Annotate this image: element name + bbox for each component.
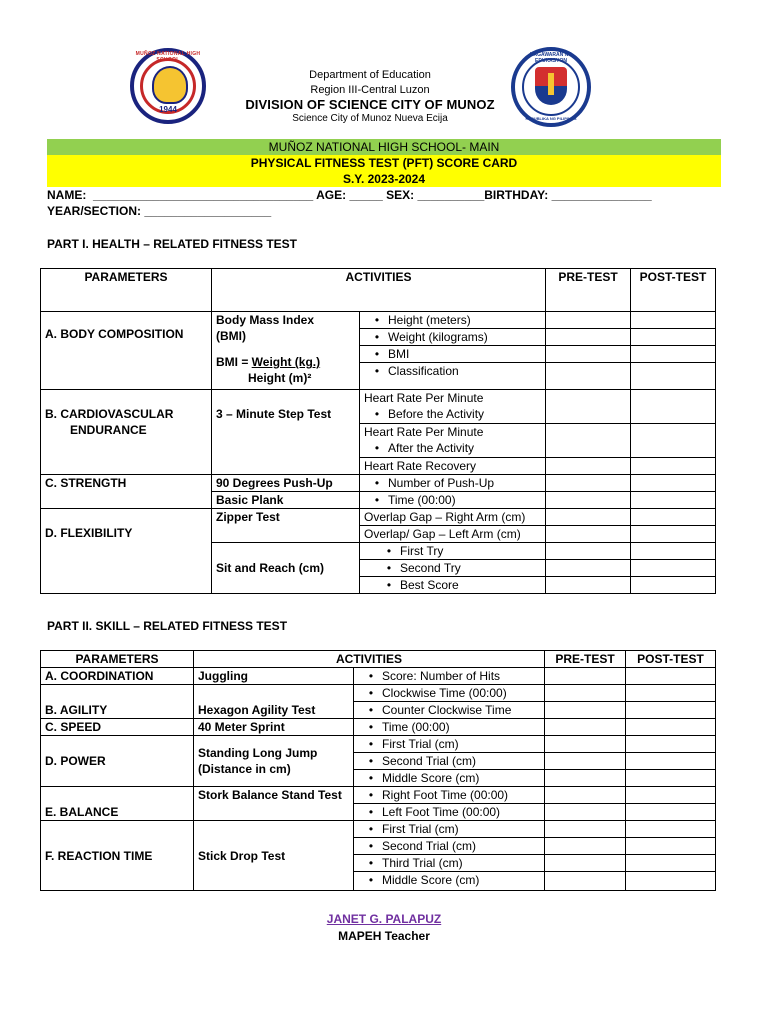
activity-plank: Basic Plank (212, 492, 360, 509)
list-item: Heart Rate Per Minute • After the Activity (360, 424, 546, 458)
pre-test-cell[interactable] (545, 787, 626, 804)
list-item: Heart Rate Recovery (360, 458, 546, 475)
header-post-test: POST-TEST (626, 651, 716, 668)
list-item: • Time (00:00) (360, 492, 546, 509)
health-fitness-table (40, 268, 716, 594)
list-item: • Number of Push-Up (360, 475, 546, 492)
list-item: • Score: Number of Hits (354, 668, 545, 685)
pre-test-cell[interactable] (545, 804, 626, 821)
pre-test-cell[interactable] (545, 838, 626, 855)
pre-test-cell[interactable] (545, 872, 626, 891)
post-test-cell[interactable] (626, 821, 716, 838)
post-test-cell[interactable] (631, 475, 716, 492)
post-test-cell[interactable] (626, 668, 716, 685)
pre-test-cell[interactable] (546, 390, 631, 424)
list-item: • First Trial (cm) (354, 821, 545, 838)
activity-juggling: Juggling (194, 668, 354, 685)
table-row (41, 475, 716, 492)
scorecard-title: PHYSICAL FITNESS TEST (PFT) SCORE CARD (250, 156, 518, 170)
list-item: • Middle Score (cm) (354, 872, 545, 891)
pre-test-cell[interactable] (546, 492, 631, 509)
pre-test-cell[interactable] (546, 526, 631, 543)
pre-test-cell[interactable] (545, 821, 626, 838)
post-test-cell[interactable] (631, 458, 716, 475)
activity-hexagon: Hexagon Agility Test (194, 685, 354, 719)
school-banner: MUÑOZ NATIONAL HIGH SCHOOL- MAIN (47, 139, 721, 155)
department-name: Department of Education (309, 69, 431, 81)
post-test-cell[interactable] (631, 346, 716, 363)
list-item: • Right Foot Time (00:00) (354, 787, 545, 804)
list-item: • Weight (kilograms) (360, 329, 546, 346)
division-address: Science City of Munoz Nueva Ecija (292, 113, 448, 124)
header-parameters: PARAMETERS (41, 651, 194, 668)
post-test-cell[interactable] (631, 560, 716, 577)
header-pre-test: PRE-TEST (546, 269, 631, 312)
list-item: Heart Rate Per Minute • Before the Activity (360, 390, 546, 424)
activity-stork-balance: Stork Balance Stand Test (194, 787, 354, 821)
pre-test-cell[interactable] (545, 702, 626, 719)
header-activities: ACTIVITIES (212, 269, 546, 312)
school-logo (130, 48, 206, 124)
table-row (41, 390, 716, 424)
teacher-name: JANET G. PALAPUZ (326, 912, 442, 926)
list-item: • Left Foot Time (00:00) (354, 804, 545, 821)
post-test-cell[interactable] (626, 702, 716, 719)
student-info-line1[interactable]: NAME: _________________________________ AGE: _____ SEX: __________BIRTHDAY: _______________ (47, 188, 652, 202)
post-test-cell[interactable] (626, 804, 716, 821)
activity-step-test: 3 – Minute Step Test (212, 390, 360, 475)
list-item: Overlap Gap – Right Arm (cm) (360, 509, 546, 526)
part1-title: PART I. HEALTH – RELATED FITNESS TEST (47, 237, 298, 251)
table-row (41, 685, 716, 702)
post-test-cell[interactable] (626, 736, 716, 753)
pre-test-cell[interactable] (545, 753, 626, 770)
pre-test-cell[interactable] (546, 346, 631, 363)
post-test-cell[interactable] (631, 329, 716, 346)
list-item: • First Trial (cm) (354, 736, 545, 753)
post-test-cell[interactable] (631, 577, 716, 594)
division-name: DIVISION OF SCIENCE CITY OF MUNOZ (245, 97, 495, 112)
table-header-row (41, 651, 716, 668)
post-test-cell[interactable] (626, 787, 716, 804)
pre-test-cell[interactable] (546, 577, 631, 594)
pre-test-cell[interactable] (546, 329, 631, 346)
list-item: • Second Trial (cm) (354, 753, 545, 770)
table-row (41, 787, 716, 804)
list-item: • Classification (360, 363, 546, 390)
activity-sit-and-reach: Sit and Reach (cm) (212, 543, 360, 594)
table-row (41, 312, 716, 329)
param-power: D. POWER (41, 736, 194, 787)
param-cardiovascular: B. CARDIOVASCULAR ENDURANCE (41, 390, 212, 475)
header-parameters: PARAMETERS (41, 269, 212, 312)
deped-seal-text: KAGAWARAN NG EDUKASYON (529, 52, 573, 64)
param-reaction-time: F. REACTION TIME (41, 821, 194, 891)
pre-test-cell[interactable] (546, 475, 631, 492)
post-test-cell[interactable] (626, 719, 716, 736)
post-test-cell[interactable] (626, 753, 716, 770)
activity-zipper-test: Zipper Test (212, 509, 360, 543)
pre-test-cell[interactable] (545, 770, 626, 787)
pre-test-cell[interactable] (546, 543, 631, 560)
list-item: • Middle Score (cm) (354, 770, 545, 787)
activity-push-up: 90 Degrees Push-Up (212, 475, 360, 492)
post-test-cell[interactable] (631, 424, 716, 458)
list-item: • Second Try (360, 560, 546, 577)
deped-seal (511, 47, 591, 127)
teacher-role: MAPEH Teacher (338, 929, 430, 943)
param-body-composition: A. BODY COMPOSITION (41, 312, 212, 390)
pre-test-cell[interactable] (545, 855, 626, 872)
list-item: • BMI (360, 346, 546, 363)
post-test-cell[interactable] (631, 390, 716, 424)
header-post-test: POST-TEST (631, 269, 716, 312)
post-test-cell[interactable] (631, 492, 716, 509)
part2-title: PART II. SKILL – RELATED FITNESS TEST (47, 619, 288, 633)
pre-test-cell[interactable] (546, 509, 631, 526)
list-item: • Clockwise Time (00:00) (354, 685, 545, 702)
param-coordination: A. COORDINATION (41, 668, 194, 685)
header-activities: ACTIVITIES (194, 651, 545, 668)
list-item: • Third Trial (cm) (354, 855, 545, 872)
post-test-cell[interactable] (626, 685, 716, 702)
table-row (41, 668, 716, 685)
school-logo-text: MUÑOZ NATIONAL HIGH SCHOOL (135, 51, 201, 63)
table-row (41, 509, 716, 526)
region-name: Region III-Central Luzon (310, 84, 430, 96)
list-item: • Time (00:00) (354, 719, 545, 736)
table-row (41, 719, 716, 736)
param-agility: B. AGILITY (41, 685, 194, 719)
post-test-cell[interactable] (626, 838, 716, 855)
bmi-formula-denominator: Height (m)² (248, 371, 312, 385)
param-balance: E. BALANCE (41, 787, 194, 821)
activity-stick-drop: Stick Drop Test (194, 821, 354, 891)
school-logo-year: 1944 (159, 105, 177, 114)
pre-test-cell[interactable] (546, 363, 631, 390)
post-test-cell[interactable] (631, 363, 716, 390)
activity-sprint: 40 Meter Sprint (194, 719, 354, 736)
pre-test-cell[interactable] (546, 560, 631, 577)
pre-test-cell[interactable] (545, 685, 626, 702)
list-item: • Counter Clockwise Time (354, 702, 545, 719)
skill-fitness-table (40, 650, 716, 891)
param-speed: C. SPEED (41, 719, 194, 736)
school-year: S.Y. 2023-2024 (342, 172, 426, 186)
table-row (41, 736, 716, 753)
post-test-cell[interactable] (626, 770, 716, 787)
title-banner (47, 155, 721, 187)
pre-test-cell[interactable] (545, 736, 626, 753)
post-test-cell[interactable] (626, 872, 716, 891)
post-test-cell[interactable] (631, 526, 716, 543)
post-test-cell[interactable] (631, 312, 716, 329)
activity-long-jump: Standing Long Jump (Distance in cm) (194, 736, 354, 787)
deped-seal-subtext: REPUBLIKA NG PILIPINAS (525, 116, 577, 121)
pre-test-cell[interactable] (546, 312, 631, 329)
pre-test-cell[interactable] (545, 668, 626, 685)
activity-bmi: Body Mass Index (BMI) BMI = Weight (kg.) Height (m)² (212, 312, 360, 390)
param-strength: C. STRENGTH (41, 475, 212, 509)
post-test-cell[interactable] (626, 855, 716, 872)
list-item: Overlap/ Gap – Left Arm (cm) (360, 526, 546, 543)
post-test-cell[interactable] (631, 509, 716, 526)
list-item: • Second Trial (cm) (354, 838, 545, 855)
header-pre-test: PRE-TEST (545, 651, 626, 668)
bmi-formula-numerator: Weight (kg.) (251, 355, 321, 369)
param-flexibility: D. FLEXIBILITY (41, 509, 212, 594)
list-item: • Best Score (360, 577, 546, 594)
pre-test-cell[interactable] (546, 424, 631, 458)
table-header-row (41, 269, 716, 312)
post-test-cell[interactable] (631, 543, 716, 560)
list-item: • First Try (360, 543, 546, 560)
pre-test-cell[interactable] (545, 719, 626, 736)
pre-test-cell[interactable] (546, 458, 631, 475)
table-row (41, 821, 716, 838)
list-item: • Height (meters) (360, 312, 546, 329)
student-info-line2[interactable]: YEAR/SECTION: ___________________ (47, 204, 272, 218)
